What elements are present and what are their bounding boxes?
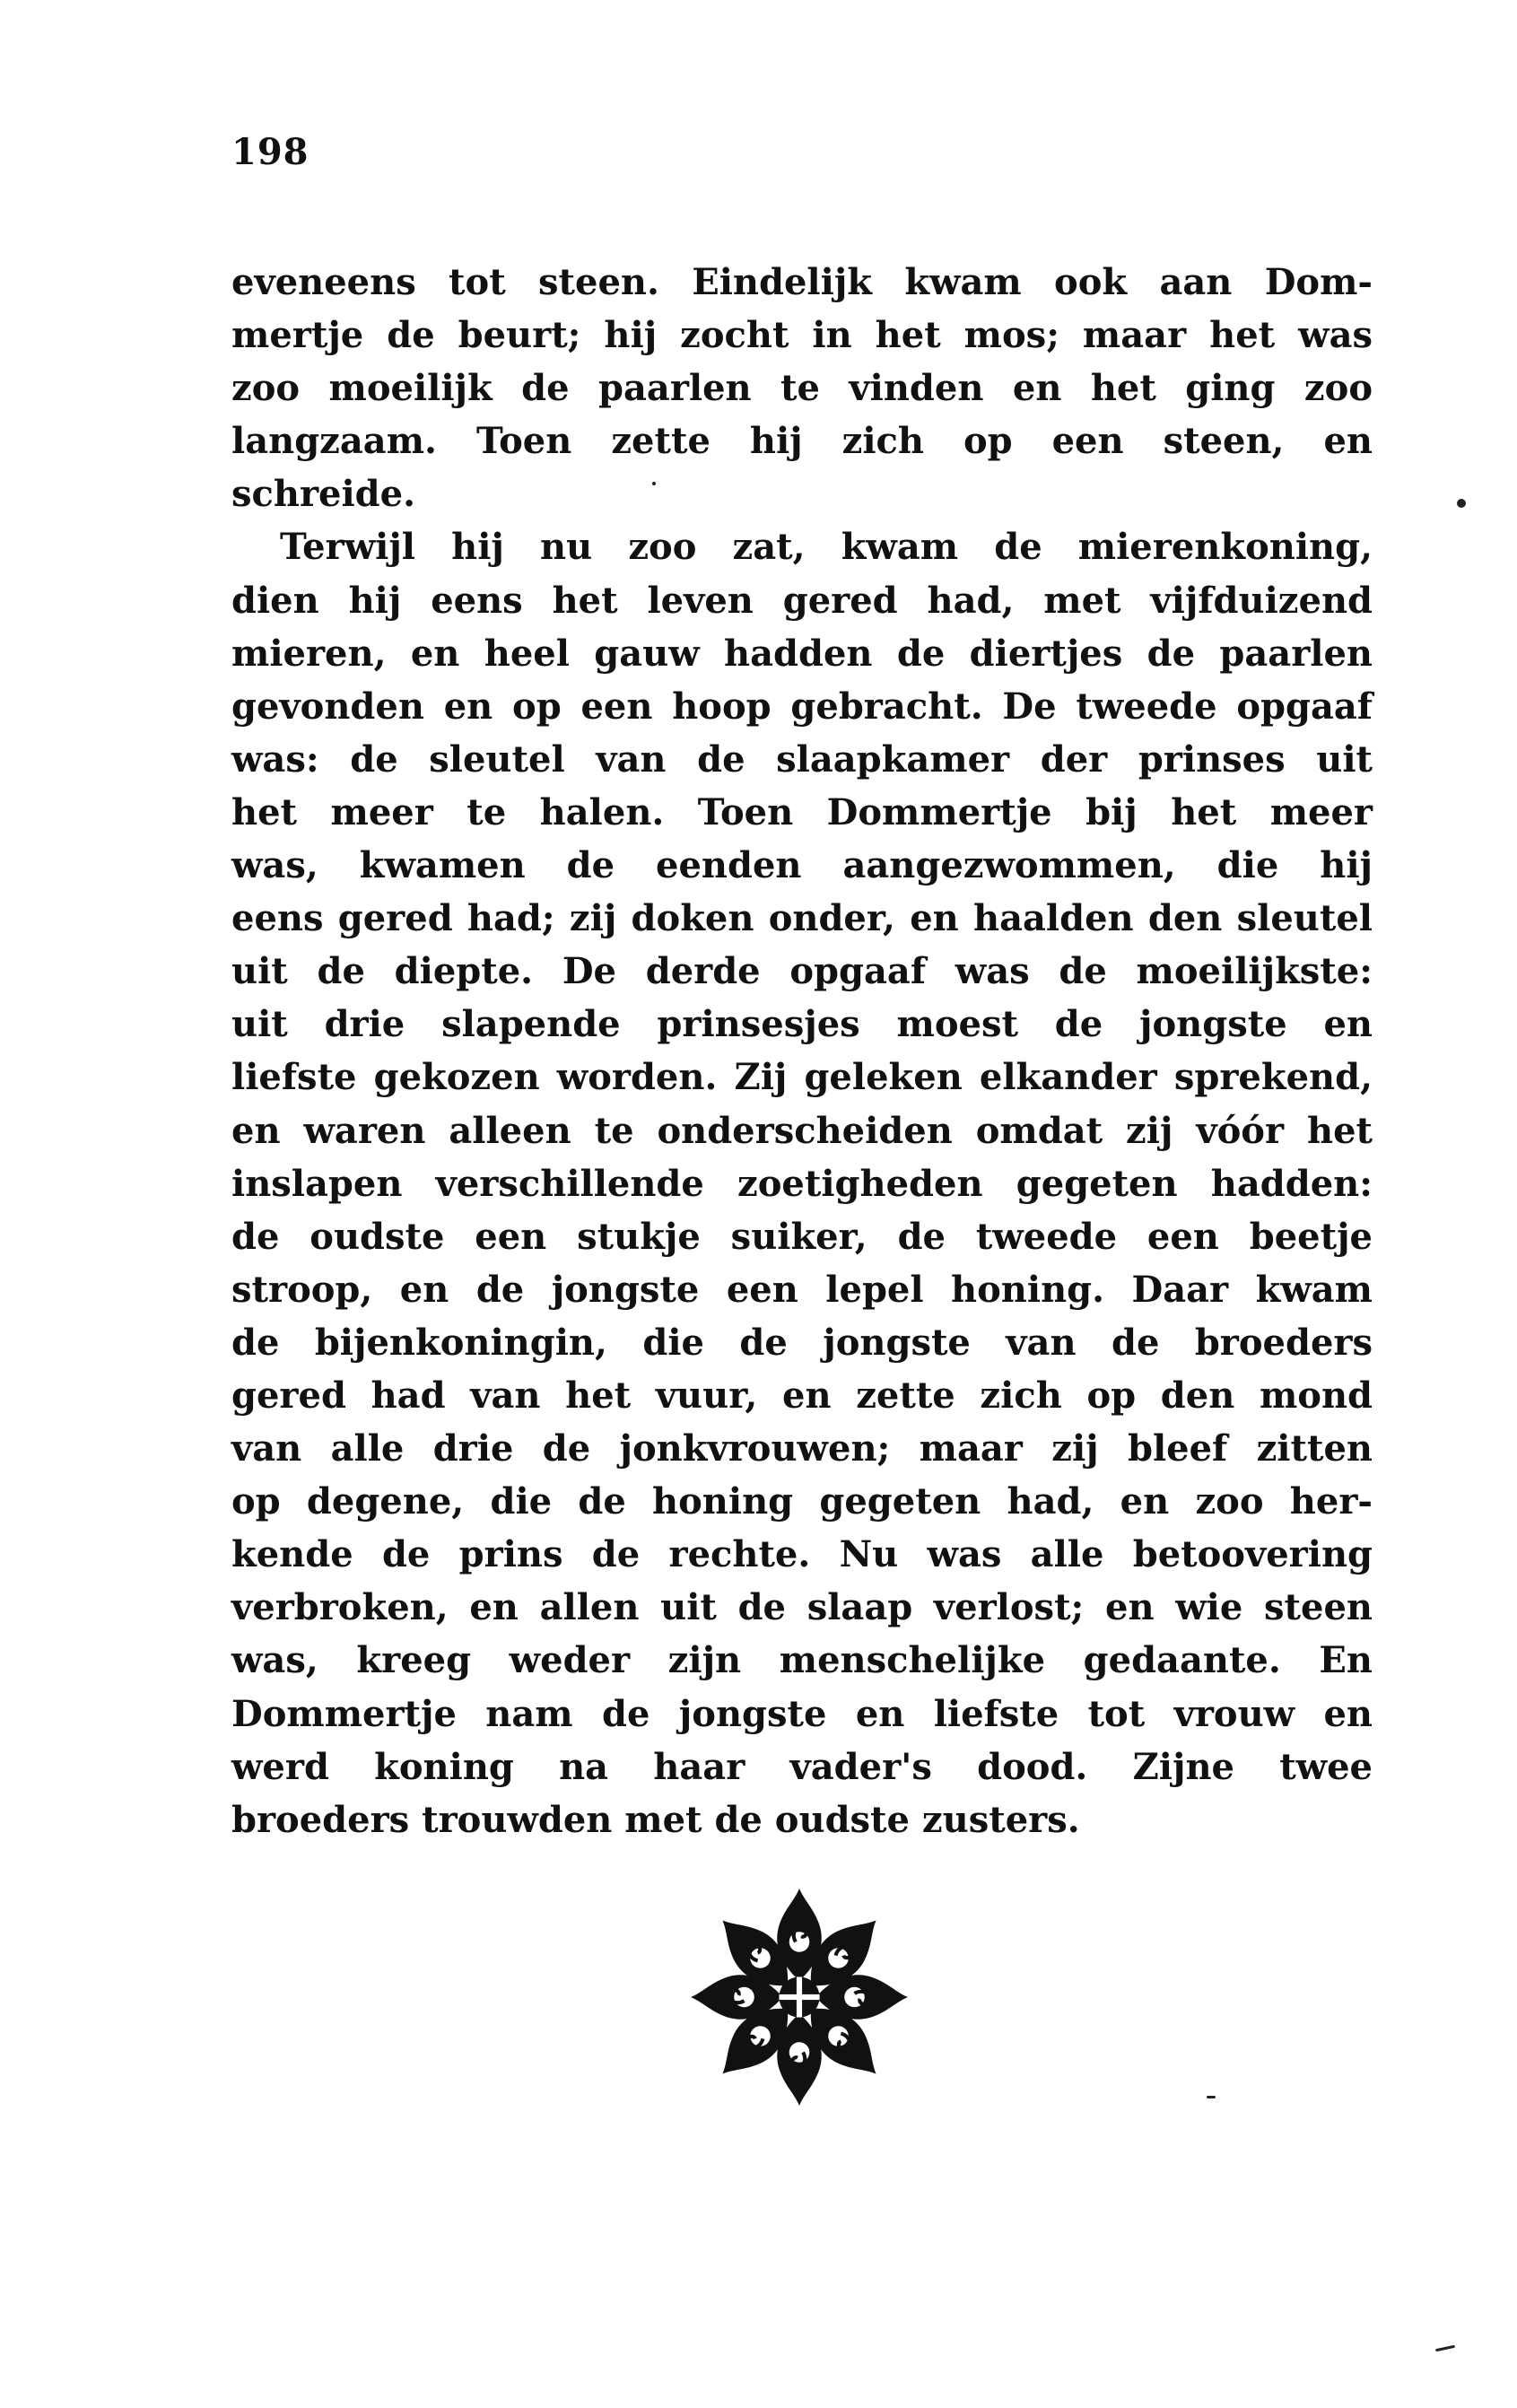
text-line: verbroken, en allen uit de slaap verlost; en wie steen (231, 1586, 1373, 1629)
print-speck (1435, 2345, 1455, 2352)
text-line: mieren, en heel gauw hadden de diertjes de paarlen (231, 632, 1373, 675)
text-line: stroop, en de jongste een lepel honing. Daar kwam (231, 1268, 1373, 1311)
text-line: uit drie slapende prinsesjes moest de jongste en (231, 1003, 1373, 1046)
text-line: eveneens tot steen. Eindelijk kwam ook aan Dom- (231, 261, 1373, 303)
text-line: liefste gekozen worden. Zij geleken elkander sprekend, (231, 1056, 1373, 1099)
text-line: Dommertje nam de jongste en liefste tot vrouw en (231, 1692, 1373, 1735)
text-line: werd koning na haar vader's dood. Zijne twee (231, 1745, 1373, 1788)
text-line: was, kreeg weder zijn menschelijke gedaante. En (231, 1639, 1373, 1682)
text-line: dien hij eens het leven gered had, met vijfduizend (231, 579, 1373, 622)
text-line: en waren alleen te onderscheiden omdat zij vóór het (231, 1109, 1373, 1152)
text-line: gevonden en op een hoop gebracht. De tweede opgaaf (231, 685, 1373, 728)
page-number: 198 (231, 131, 310, 173)
text-line: langzaam. Toen zette hij zich op een steen, en (231, 420, 1373, 463)
text-line: de oudste een stukje suiker, de tweede een beetje (231, 1215, 1373, 1258)
text-line: van alle drie de jonkvrouwen; maar zij bleef zitten (231, 1427, 1373, 1470)
text-line: eens gered had; zij doken onder, en haalden den sleutel (231, 897, 1373, 940)
text-line: Terwijl hij nu zoo zat, kwam de mierenkoning, (280, 526, 1373, 569)
text-line: gered had van het vuur, en zette zich op den mond (231, 1374, 1373, 1417)
text-line: inslapen verschillende zoetigheden gegeten hadden: (231, 1162, 1373, 1205)
text-line: mertje de beurt; hij zocht in het mos; maar het was (231, 314, 1373, 357)
print-speck (1207, 2096, 1216, 2098)
text-line: was: de sleutel van de slaapkamer der prinses uit (231, 737, 1373, 781)
text-line: op degene, die de honing gegeten had, en zoo her- (231, 1480, 1373, 1523)
floral-ornament-icon (689, 1887, 910, 2107)
text-line: zoo moeilijk de paarlen te vinden en het ging zoo (231, 367, 1373, 410)
text-line: schreide. (231, 473, 416, 516)
text-line: broeders trouwden met de oudste zusters. (231, 1798, 1080, 1841)
text-line: kende de prins de rechte. Nu was alle betoovering (231, 1533, 1373, 1576)
text-line: de bijenkoningin, die de jongste van de broeders (231, 1321, 1373, 1364)
text-line: uit de diepte. De derde opgaaf was de moeilijkste: (231, 950, 1373, 993)
print-speck (1457, 499, 1466, 508)
body-text (231, 256, 1373, 1846)
text-line: het meer te halen. Toen Dommertje bij het meer (231, 790, 1373, 833)
print-speck (652, 482, 656, 485)
text-line: was, kwamen de eenden aangezwommen, die hij (231, 844, 1373, 887)
